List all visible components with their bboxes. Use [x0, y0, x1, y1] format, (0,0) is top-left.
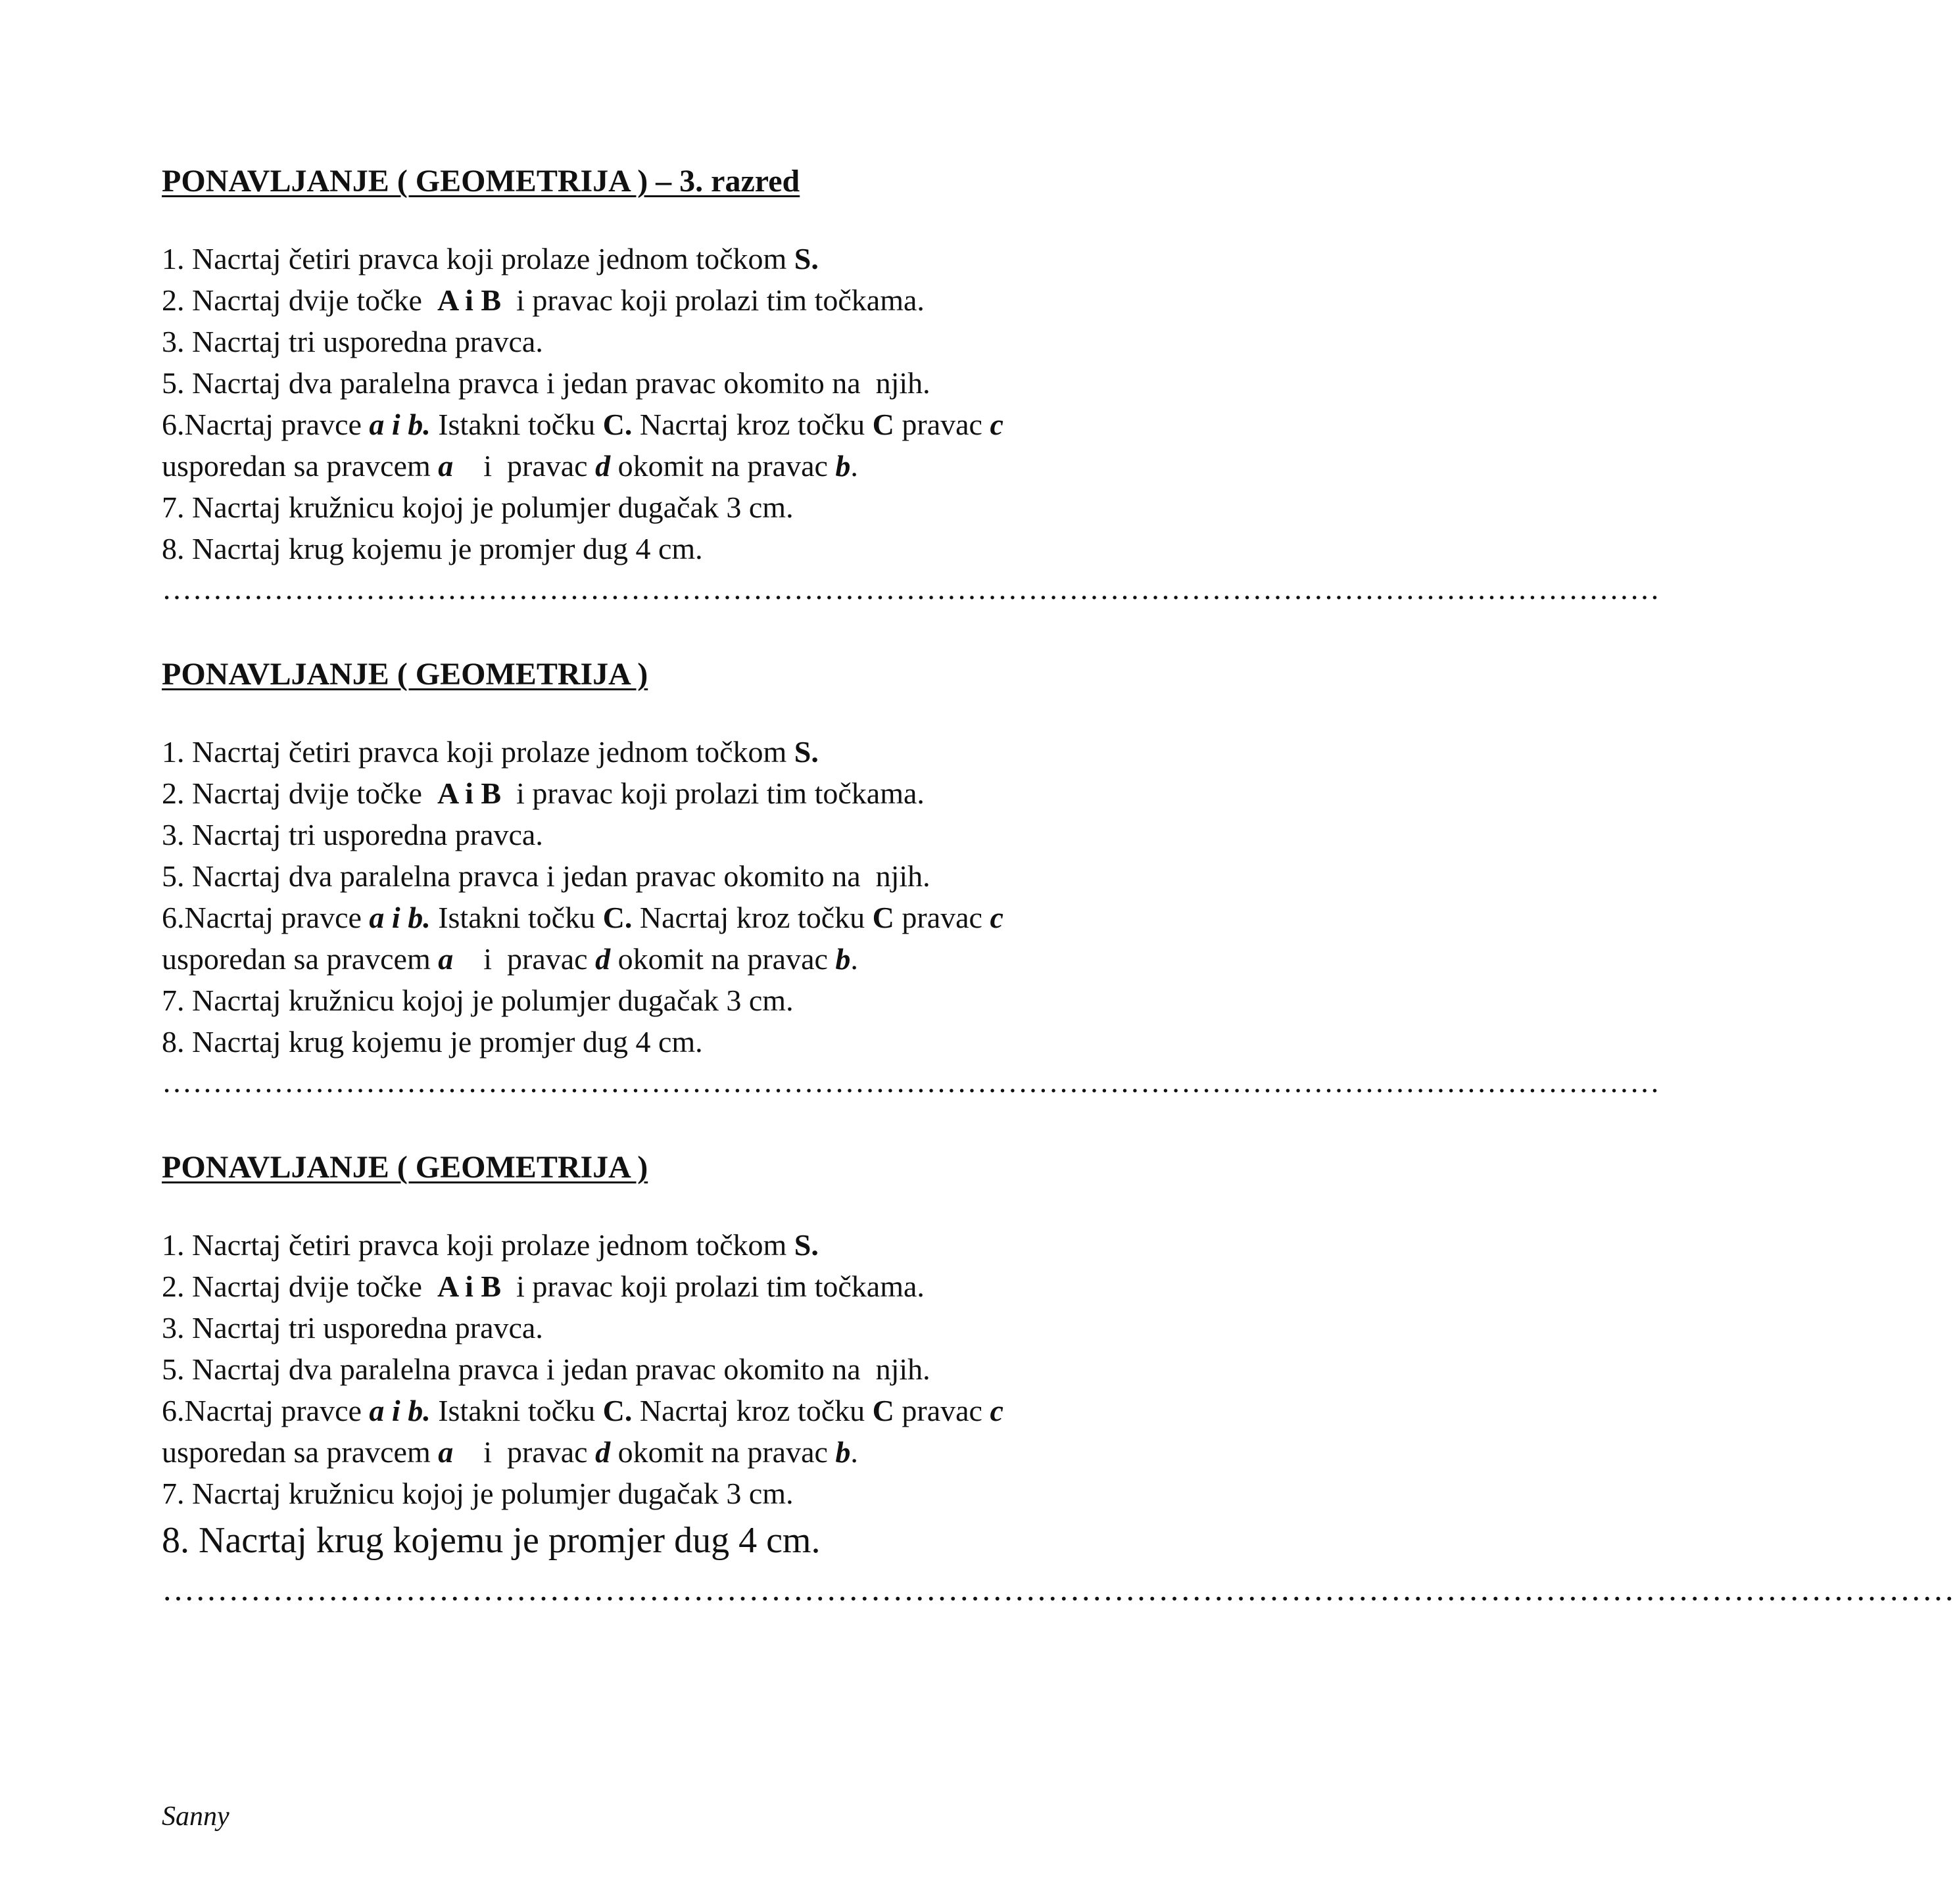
task-8: 8. Nacrtaj krug kojemu je promjer dug 4 cm.	[162, 532, 703, 565]
task-3: 3. Nacrtaj tri usporedna pravca.	[162, 1311, 543, 1345]
task-3: 3. Nacrtaj tri usporedna pravca.	[162, 818, 543, 851]
task-6: 6.Nacrtaj pravce a i b. Istakni točku C. Nacrtaj kroz točku C pravac c	[162, 901, 1003, 934]
section-title: PONAVLJANJE ( GEOMETRIJA )	[162, 1150, 648, 1185]
dotted-separator: …………………………………………………………………………………………………………………………………	[162, 1065, 1660, 1099]
task-1: 1. Nacrtaj četiri pravca koji prolaze jednom točkom S.	[162, 735, 819, 769]
task-5: 5. Nacrtaj dva paralelna pravca i jedan pravac okomito na njih.	[162, 366, 930, 400]
worksheet-section-2	[162, 656, 1660, 1101]
task-list	[162, 1224, 1955, 1607]
task-5: 5. Nacrtaj dva paralelna pravca i jedan pravac okomito na njih.	[162, 859, 930, 893]
task-5: 5. Nacrtaj dva paralelna pravca i jedan pravac okomito na njih.	[162, 1352, 930, 1386]
task-2: 2. Nacrtaj dvije točke A i B i pravac koji prolazi tim točkama.	[162, 776, 925, 810]
task-6-continued: usporedan sa pravcem a i pravac d okomit na pravac b.	[162, 942, 858, 976]
worksheet-section-1	[162, 163, 1660, 607]
task-1: 1. Nacrtaj četiri pravca koji prolaze jednom točkom S.	[162, 1228, 819, 1262]
dotted-separator: …………………………………………………………………………………………………………………………………	[162, 572, 1660, 606]
section-title: PONAVLJANJE ( GEOMETRIJA ) – 3. razred	[162, 164, 800, 199]
task-7: 7. Nacrtaj kružnicu kojoj je polumjer dugačak 3 cm.	[162, 490, 794, 524]
task-6-continued: usporedan sa pravcem a i pravac d okomit na pravac b.	[162, 449, 858, 483]
task-3: 3. Nacrtaj tri usporedna pravca.	[162, 325, 543, 358]
task-list	[162, 238, 1660, 607]
task-7: 7. Nacrtaj kružnicu kojoj je polumjer dugačak 3 cm.	[162, 1477, 794, 1510]
author-signature: Sanny	[162, 1801, 229, 1832]
worksheet-section-3	[162, 1149, 1955, 1607]
task-2: 2. Nacrtaj dvije točke A i B i pravac koji prolazi tim točkama.	[162, 283, 925, 317]
task-6: 6.Nacrtaj pravce a i b. Istakni točku C. Nacrtaj kroz točku C pravac c	[162, 1394, 1003, 1427]
task-8: 8. Nacrtaj krug kojemu je promjer dug 4 cm.	[162, 1025, 703, 1059]
task-8: 8. Nacrtaj krug kojemu je promjer dug 4 cm.	[162, 1520, 821, 1561]
task-1: 1. Nacrtaj četiri pravca koji prolaze jednom točkom S.	[162, 242, 819, 275]
task-2: 2. Nacrtaj dvije točke A i B i pravac koji prolazi tim točkama.	[162, 1270, 925, 1303]
task-7: 7. Nacrtaj kružnicu kojoj je polumjer dugačak 3 cm.	[162, 984, 794, 1017]
task-6: 6.Nacrtaj pravce a i b. Istakni točku C. Nacrtaj kroz točku C pravac c	[162, 408, 1003, 441]
section-title: PONAVLJANJE ( GEOMETRIJA )	[162, 657, 648, 692]
task-6-continued: usporedan sa pravcem a i pravac d okomit na pravac b.	[162, 1435, 858, 1469]
task-list	[162, 731, 1660, 1101]
dotted-separator: ………………………………………………………………………………………………………………………………………………	[162, 1571, 1955, 1607]
